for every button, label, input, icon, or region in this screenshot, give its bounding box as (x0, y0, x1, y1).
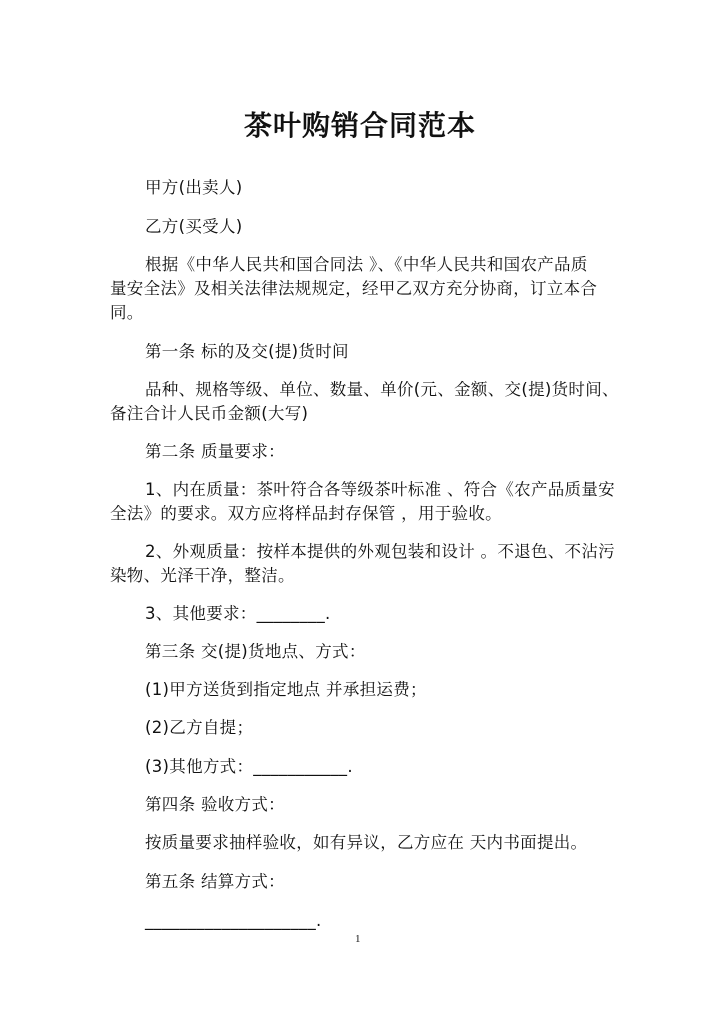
article-3-item-1: (1)甲方送货到指定地点 并承担运费； (145, 680, 427, 699)
article-3-item-3: (3)其他方式：___________. (145, 757, 353, 776)
article-2-item-1: 全法》的要求。双方应将样品封存保管 ，用于验收。 (110, 504, 502, 523)
article-4-heading: 第四条 验收方式： (145, 795, 285, 814)
page-number: 1 (355, 933, 361, 945)
document-title: 茶叶购销合同范本 (243, 109, 476, 142)
article-5-blank: ____________________. (145, 911, 322, 930)
article-3-item-2: (2)乙方自提； (145, 718, 254, 737)
article-3-heading: 第三条 交(提)货地点、方式： (145, 642, 366, 661)
article-5-heading: 第五条 结算方式： (145, 872, 285, 891)
preamble-line: 根据《中华人民共和国合同法 》、《中华人民共和国农产品质 (145, 255, 588, 274)
article-2-item-1: 1、内在质量：茶叶符合各等级茶叶标准 、符合《农产品质量安 (145, 480, 615, 499)
party-a: 甲方(出卖人) (145, 178, 243, 197)
article-2-item-2: 2、外观质量：按样本提供的外观包装和设计 。不退色、不沾污 (145, 542, 615, 561)
article-4-body: 按质量要求抽样验收，如有异议，乙方应在 天内书面提出。 (145, 833, 588, 852)
article-1-body: 品种、规格等级、单位、数量、单价(元、金额、交(提)货时间、 (145, 380, 619, 399)
article-2-heading: 第二条 质量要求： (145, 442, 285, 461)
preamble-line: 量安全法》及相关法律法规规定，经甲乙双方充分协商，订立本合 (110, 279, 598, 298)
article-2-item-3: 3、其他要求：________. (145, 604, 331, 623)
article-2-item-2: 染物、光泽干净，整洁。 (110, 566, 295, 585)
article-1-body: 备注合计人民币金额(大写) (110, 404, 309, 423)
preamble-line: 同。 (110, 303, 144, 322)
article-1-heading: 第一条 标的及交(提)货时间 (145, 342, 349, 361)
party-b: 乙方(买受人) (145, 217, 243, 236)
